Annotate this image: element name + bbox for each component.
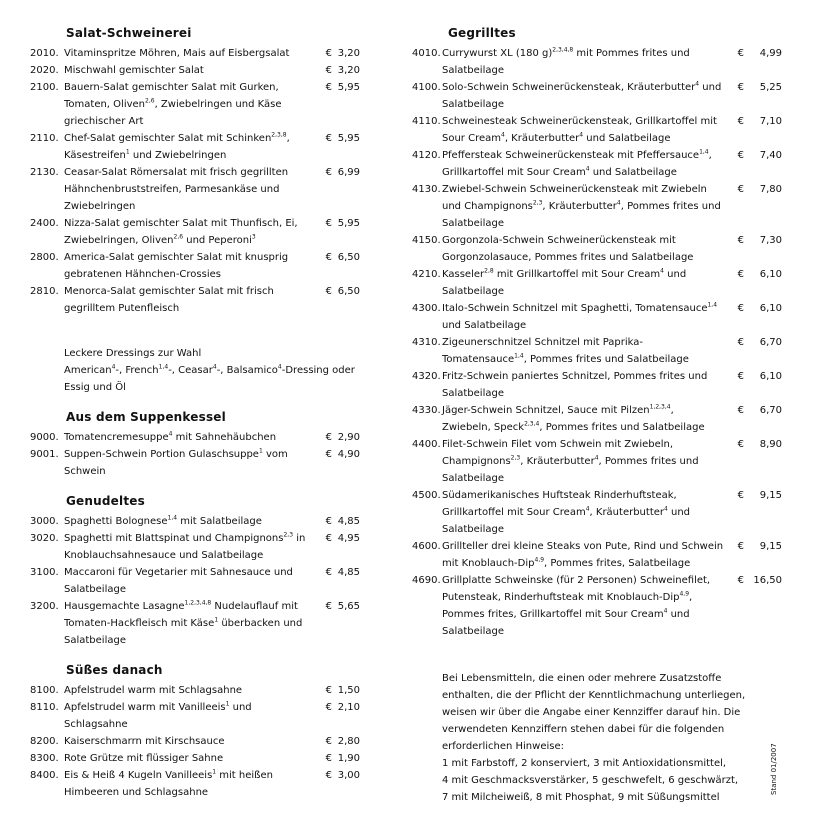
menu-item: [412, 334, 782, 368]
item-price: 1,50: [337, 685, 360, 696]
item-number: 4100.: [412, 82, 441, 93]
legend-line-3: 7 mit Milcheiweiß, 8 mit Phosphat, 9 mit Süßungsmittel: [442, 792, 720, 803]
menu-item: [412, 300, 782, 334]
item-description: Ceasar-Salat Römersalat mit frisch gegrillten Hähnchenbruststreifen, Parmesankäse und Zwiebelringen: [64, 167, 289, 212]
menu-item: [30, 130, 360, 164]
item-description: Solo-Schwein Schweinerückensteak, Kräuterbutter$^4$ und Salatbeilage: [442, 80, 722, 110]
euro-sign: €: [325, 218, 332, 229]
item-number: 4120.: [412, 150, 441, 161]
item-number: 2100.: [30, 82, 59, 93]
euro-sign: €: [737, 269, 744, 280]
item-description: Chef-Salat gemischter Salat mit Schinken$^{2,3,8}$, Käsestreifen$^1$ und Zwiebelringen: [64, 131, 290, 161]
menu-item: [412, 113, 782, 147]
item-number: 4400.: [412, 439, 441, 450]
menu-item: [30, 79, 360, 130]
item-number: 8110.: [30, 702, 59, 713]
item-description: Bauern-Salat gemischter Salat mit Gurken, Tomaten, Oliven$^{2,6}$, Zwiebelringen und Käse griechischer Art: [64, 82, 282, 127]
item-price: 2,90: [337, 432, 360, 443]
item-number: 9001.: [30, 449, 59, 460]
euro-sign: €: [737, 575, 744, 586]
menu-item: [412, 45, 782, 79]
item-price: 7,30: [759, 235, 782, 246]
item-price: 3,20: [337, 65, 360, 76]
euro-sign: €: [737, 150, 744, 161]
item-price: 7,40: [759, 150, 782, 161]
item-description: Grillteller drei kleine Steaks von Pute, Rind und Schwein mit Knoblauch-Dip$^{4,9}$, Pommes frites, Salatbeilage: [442, 541, 724, 569]
menu-item: [412, 402, 782, 436]
item-price: 5,95: [337, 82, 360, 93]
euro-sign: €: [325, 753, 332, 764]
euro-sign: €: [325, 601, 332, 612]
euro-sign: €: [737, 303, 744, 314]
euro-sign: €: [325, 432, 332, 443]
section-title: Gegrilltes: [448, 26, 516, 40]
item-number: 4300.: [412, 303, 441, 314]
euro-sign: €: [325, 516, 332, 527]
euro-sign: €: [325, 533, 332, 544]
item-description: Jäger-Schwein Schnitzel, Sauce mit Pilzen$^{1,2,3,4}$, Zwiebeln, Speck$^{2,3,4}$, Pommes frites und Salatbeilage: [442, 403, 705, 433]
euro-sign: €: [737, 184, 744, 195]
euro-sign: €: [325, 449, 332, 460]
item-description: Menorca-Salat gemischter Salat mit frisch gegrilltem Putenfleisch: [64, 286, 274, 314]
item-number: 3200.: [30, 601, 59, 612]
euro-sign: €: [325, 65, 332, 76]
menu-item: [412, 572, 782, 640]
item-description: Pfeffersteak Schweinerückensteak mit Pfeffersauce$^{1,4}$, Grillkartoffel mit Sour Cream$^4$ und Salatbeilage: [442, 148, 712, 178]
euro-sign: €: [737, 48, 744, 59]
item-number: 3000.: [30, 516, 59, 527]
item-description: Vitaminspritze Möhren, Mais auf Eisbergsalat: [64, 48, 290, 59]
legend-line-2: 4 mit Geschmacksverstärker, 5 geschwefelt, 6 geschwärzt,: [442, 775, 739, 786]
item-price: 4,99: [759, 48, 782, 59]
item-description: Kaiserschmarrn mit Kirschsauce: [64, 736, 225, 747]
item-price: 7,80: [759, 184, 782, 195]
item-price: 6,99: [337, 167, 360, 178]
item-description: Kasseler$^{2,8}$ mit Grillkartoffel mit Sour Cream$^4$ und Salatbeilage: [442, 267, 687, 297]
item-number: 3100.: [30, 567, 59, 578]
item-number: 8400.: [30, 770, 59, 781]
menu-item: [30, 564, 360, 598]
menu-item: [30, 699, 360, 733]
euro-sign: €: [737, 541, 744, 552]
item-description: Grillplatte Schweinske (für 2 Personen) Schweinefilet, Putensteak, Rinderhuftsteak mit Knoblauch-Dip$^{4,9}$, Pommes frites, Grillkartoffel mit Sour Cream$^4$ und Salatbeilage: [442, 575, 711, 637]
item-description: Maccaroni für Vegetarier mit Sahnesauce und Salatbeilage: [64, 567, 293, 595]
item-description: Spaghetti mit Blattspinat und Champignons$^{2,3}$ in Knoblauchsahnesauce und Salatbeilage: [64, 531, 306, 561]
euro-sign: €: [325, 685, 332, 696]
euro-sign: €: [737, 116, 744, 127]
item-number: 4010.: [412, 48, 441, 59]
menu-item: [30, 530, 360, 564]
item-price: 8,90: [759, 439, 782, 450]
item-description: Südamerikanisches Huftsteak Rinderhuftsteak, Grillkartoffel mit Sour Cream$^4$, Kräuterbutter$^4$ und Salatbeilage: [442, 490, 691, 535]
item-number: 2010.: [30, 48, 59, 59]
euro-sign: €: [737, 371, 744, 382]
menu-item: [30, 215, 360, 249]
item-number: 9000.: [30, 432, 59, 443]
item-price: 16,50: [753, 575, 782, 586]
item-price: 6,10: [759, 269, 782, 280]
euro-sign: €: [737, 82, 744, 93]
item-description: Gorgonzola-Schwein Schweinerückensteak mit Gorgonzolasauce, Pommes frites und Salatbeilage: [442, 235, 694, 263]
euro-sign: €: [325, 82, 332, 93]
item-price: 2,10: [337, 702, 360, 713]
item-description: Apfelstrudel warm mit Vanilleeis$^1$ und Schlagsahne: [64, 700, 252, 730]
item-description: Spaghetti Bolognese$^{1,4}$ mit Salatbeilage: [64, 514, 262, 527]
item-description: Hausgemachte Lasagne$^{1,2,3,4,8}$ Nudelauflauf mit Tomaten-Hackfleisch mit Käse$^1$ überbacken und Salatbeilage: [64, 599, 303, 646]
item-number: 8100.: [30, 685, 59, 696]
item-description: Zwiebel-Schwein Schweinerückensteak mit Zwiebeln und Champignons$^{2,3}$, Kräuterbutter$^4$, Pommes frites und Salatbeilage: [442, 184, 721, 229]
euro-sign: €: [737, 439, 744, 450]
euro-sign: €: [325, 252, 332, 263]
item-description: Filet-Schwein Filet vom Schwein mit Zwiebeln, Champignons$^{2,3}$, Kräuterbutter$^4$, Pommes frites und Salatbeilage: [442, 439, 699, 484]
menu-item: [30, 513, 360, 530]
item-number: 4150.: [412, 235, 441, 246]
item-price: 3,00: [337, 770, 360, 781]
item-price: 6,50: [337, 286, 360, 297]
item-number: 2400.: [30, 218, 59, 229]
item-description: America-Salat gemischter Salat mit knusprig gebratenen Hähnchen-Crossies: [64, 252, 289, 280]
item-price: 5,65: [337, 601, 360, 612]
additives-notice: [442, 670, 774, 806]
item-price: 6,70: [759, 405, 782, 416]
item-description: Nizza-Salat gemischter Salat mit Thunfisch, Ei, Zwiebelringen, Oliven$^{2,6}$ und Peperoni$^3$: [64, 218, 298, 246]
item-price: 9,15: [759, 490, 782, 501]
item-price: 5,25: [759, 82, 782, 93]
euro-sign: €: [325, 167, 332, 178]
item-description: Schweinesteak Schweinerückensteak, Grillkartoffel mit Sour Cream$^4$, Kräuterbutter$^4$ und Salatbeilage: [442, 116, 717, 144]
item-number: 4330.: [412, 405, 441, 416]
item-number: 4210.: [412, 269, 441, 280]
menu-item: [30, 767, 360, 801]
menu-item: [412, 147, 782, 181]
euro-sign: €: [325, 133, 332, 144]
item-description: Zigeunerschnitzel Schnitzel mit Paprika-Tomatensauce$^{1,4}$, Pommes frites und Salatbeilage: [442, 337, 689, 365]
item-price: 5,95: [337, 133, 360, 144]
item-price: 4,95: [337, 533, 360, 544]
item-price: 7,10: [759, 116, 782, 127]
menu-item: [412, 538, 782, 572]
item-number: 4130.: [412, 184, 441, 195]
menu-item: [30, 62, 360, 79]
item-description: Italo-Schwein Schnitzel mit Spaghetti, Tomatensauce$^{1,4}$ und Salatbeilage: [442, 301, 718, 331]
menu-item: [30, 682, 360, 699]
item-price: 6,50: [337, 252, 360, 263]
item-number: 4600.: [412, 541, 441, 552]
euro-sign: €: [325, 48, 332, 59]
item-number: 2810.: [30, 286, 59, 297]
item-number: 4310.: [412, 337, 441, 348]
item-price: 5,95: [337, 218, 360, 229]
stand-date: Stand 01/2007: [770, 743, 778, 795]
euro-sign: €: [325, 736, 332, 747]
menu-item: [412, 436, 782, 487]
item-description: Suppen-Schwein Portion Gulaschsuppe$^1$ vom Schwein: [64, 447, 288, 477]
menu-item: [30, 733, 360, 750]
item-description: Fritz-Schwein paniertes Schnitzel, Pommes frites und Salatbeilage: [442, 371, 708, 399]
menu-item: [412, 79, 782, 113]
item-description: Rote Grütze mit flüssiger Sahne: [64, 753, 224, 764]
item-number: 4690.: [412, 575, 441, 586]
section-title: Süßes danach: [66, 663, 163, 677]
euro-sign: €: [325, 567, 332, 578]
item-description: Currywurst XL (180 g)$^{2,3,4,8}$ mit Pommes frites und Salatbeilage: [442, 46, 690, 76]
item-number: 4320.: [412, 371, 441, 382]
menu-item: [412, 368, 782, 402]
euro-sign: €: [737, 490, 744, 501]
dressing-note: Leckere Dressings zur Wahl American$^4$-, French$^{1,4}$-, Ceasar$^4$-, Balsamico$^4$-Dressing oder Essig und Öl: [64, 348, 355, 393]
item-price: 1,90: [337, 753, 360, 764]
item-number: 4500.: [412, 490, 441, 501]
euro-sign: €: [325, 286, 332, 297]
section-title: Salat-Schweinerei: [66, 26, 192, 40]
item-number: 2800.: [30, 252, 59, 263]
section-title: Aus dem Suppenkessel: [66, 410, 226, 424]
menu-item: [30, 164, 360, 215]
menu-item: [412, 181, 782, 232]
legal-text: Bei Lebensmitteln, die einen oder mehrere Zusatzstoffe enthalten, die der Pflicht der Kenntlichmachung unterliegen, weisen wir über die Angabe einer Kennziffer darauf hin. Die verwendeten Kennziffern stehen dabei für die folgenden erforderlichen Hinweise:: [442, 673, 746, 752]
menu-item: [30, 446, 360, 480]
item-number: 8200.: [30, 736, 59, 747]
menu-item: [30, 283, 360, 317]
item-description: Tomatencremesuppe$^4$ mit Sahnehäubchen: [64, 430, 277, 443]
section-title: Genudeltes: [66, 494, 145, 508]
item-number: 4110.: [412, 116, 441, 127]
menu-item: [30, 45, 360, 62]
menu-item: [412, 487, 782, 538]
menu-item: [412, 232, 782, 266]
item-price: 6,70: [759, 337, 782, 348]
legend-line-1: 1 mit Farbstoff, 2 konserviert, 3 mit Antioxidationsmittel,: [442, 758, 727, 769]
menu-item: [30, 598, 360, 649]
item-description: Mischwahl gemischter Salat: [64, 65, 204, 76]
menu-item: [30, 750, 360, 767]
item-price: 3,20: [337, 48, 360, 59]
euro-sign: €: [737, 405, 744, 416]
menu-item: [412, 266, 782, 300]
item-number: 2130.: [30, 167, 59, 178]
item-price: 2,80: [337, 736, 360, 747]
item-price: 4,90: [337, 449, 360, 460]
item-number: 3020.: [30, 533, 59, 544]
item-number: 2110.: [30, 133, 59, 144]
euro-sign: €: [737, 337, 744, 348]
right-column: [412, 26, 782, 640]
item-price: 4,85: [337, 567, 360, 578]
item-price: 6,10: [759, 371, 782, 382]
item-number: 8300.: [30, 753, 59, 764]
left-column: [30, 26, 360, 801]
item-description: Eis & Heiß 4 Kugeln Vanilleeis$^1$ mit heißen Himbeeren und Schlagsahne: [64, 768, 273, 798]
item-price: 4,85: [337, 516, 360, 527]
euro-sign: €: [325, 770, 332, 781]
item-number: 2020.: [30, 65, 59, 76]
item-price: 9,15: [759, 541, 782, 552]
euro-sign: €: [325, 702, 332, 713]
euro-sign: €: [737, 235, 744, 246]
menu-item: [30, 249, 360, 283]
item-price: 6,10: [759, 303, 782, 314]
item-description: Apfelstrudel warm mit Schlagsahne: [64, 685, 243, 696]
menu-item: [30, 429, 360, 446]
